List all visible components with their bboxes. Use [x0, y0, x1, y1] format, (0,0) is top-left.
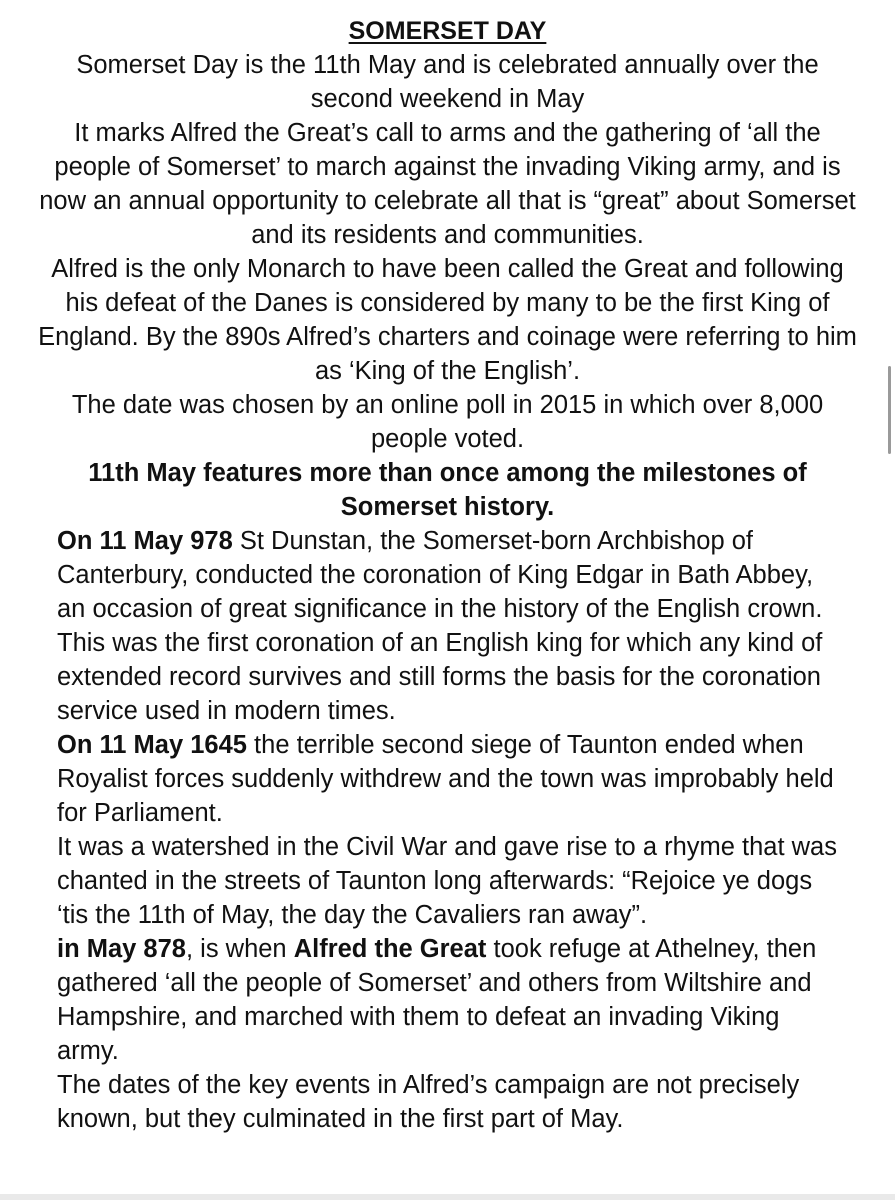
- event-978-date: On 11 May 978: [57, 527, 233, 555]
- event-978-text: St Dunstan, the Somerset-born Archbishop of Canterbury, conducted the coronation of King Edgar in Bath Abbey, an occasion of great significance in the history of the English crown.: [57, 527, 823, 623]
- event-1645-followup: It was a watershed in the Civil War and gave rise to a rhyme that was chanted in the streets of Taunton long afterwards: “Rejoice ye dogs ‘tis the 11th of May, the day the Cavaliers ran away”.: [57, 833, 837, 929]
- event-978-followup: This was the first coronation of an English king for which any kind of extended record survives and still forms the basis for the coronation service used in modern times.: [57, 629, 823, 725]
- event-878-name: Alfred the Great: [293, 935, 487, 963]
- milestones-heading: 11th May features more than once among the milestones of Somerset history.: [88, 459, 807, 521]
- event-1645: [57, 728, 847, 830]
- intro-paragraph-alfred-monarch: Alfred is the only Monarch to have been called the Great and following his defeat of the Danes is considered by many to be the first King of England. By the 890s Alfred’s charters and coinage were referring to him as ‘King of the English’.: [38, 255, 857, 385]
- event-878-text-2: took refuge at Athelney, then gathered ‘all the people of Somerset’ and others from Wiltshire and Hampshire, and marched with them to defeat an invading Viking army.: [57, 935, 817, 1065]
- bottom-edge: [0, 1194, 895, 1200]
- intro-paragraph-call-to-arms: It marks Alfred the Great’s call to arms and the gathering of ‘all the people of Somerset’ to march against the invading Viking army, and is now an annual opportunity to celebrate all that is “great” about Somerset and its residents and communities.: [39, 119, 856, 249]
- document-title: SOMERSET DAY: [348, 17, 547, 45]
- intro-section: [38, 48, 858, 524]
- event-1645-date: On 11 May 1645: [57, 731, 247, 759]
- event-878-date: in May 878: [57, 935, 186, 963]
- scrollbar-thumb[interactable]: [888, 366, 891, 454]
- events-section: [0, 524, 847, 1136]
- intro-paragraph-celebration: Somerset Day is the 11th May and is celebrated annually over the second weekend in May: [76, 51, 819, 113]
- event-978: [57, 524, 847, 626]
- intro-paragraph-poll: The date was chosen by an online poll in 2015 in which over 8,000 people voted.: [71, 391, 824, 453]
- event-878-followup: The dates of the key events in Alfred’s campaign are not precisely known, but they culminated in the first part of May.: [57, 1071, 800, 1133]
- event-1645-text: the terrible second siege of Taunton ended when Royalist forces suddenly withdrew and the town was improbably held for Parliament.: [57, 731, 834, 827]
- event-878: [57, 932, 847, 1068]
- event-878-text-1: , is when: [185, 935, 294, 963]
- document: [0, 14, 895, 1136]
